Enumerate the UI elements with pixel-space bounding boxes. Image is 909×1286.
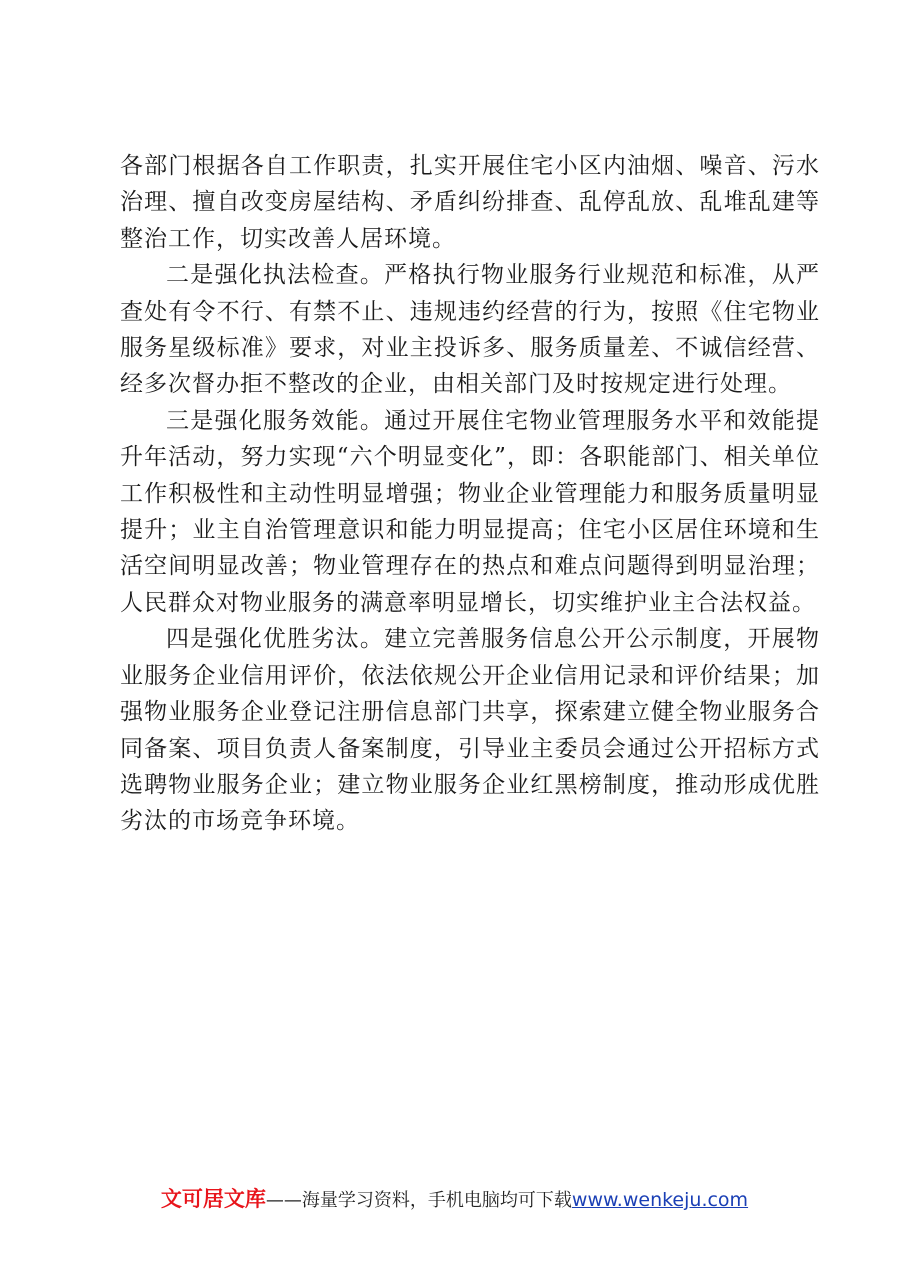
paragraph-survival-of-fittest: 四是强化优胜劣汰。建立完善服务信息公开公示制度，开展物业服务企业信用评价，依法依规公开企业信用记录和评价结果；加强物业服务企业登记注册信息部门共享，探索建立健全物业服务合同备案、项目负责人备案制度，引导业主委员会通过公开招标方式选聘物业服务企业；建立物业服务企业红黑榜制度，推动形成优胜劣汰的市场竞争环境。 (120, 626, 820, 835)
document-body (120, 148, 820, 840)
paragraph-continuation: 各部门根据各自工作职责，扎实开展住宅小区内油烟、噪音、污水治理、擅自改变房屋结构、矛盾纠纷排查、乱停乱放、乱堆乱建等整治工作，切实改善人居环境。 (120, 153, 820, 252)
footer-brand-name: 文可居文库 (160, 1187, 266, 1211)
paragraph-law-enforcement: 二是强化执法检查。严格执行物业服务行业规范和标准，从严查处有令不行、有禁不止、违规违约经营的行为，按照《住宅物业服务星级标准》要求，对业主投诉多、服务质量差、不诚信经营、经多次督办拒不整改的企业，由相关部门及时按规定进行处理。 (120, 262, 820, 398)
footer-tagline: ——海量学习资料，手机电脑均可下载 (265, 1190, 572, 1211)
paragraph-service-efficiency: 三是强化服务效能。通过开展住宅物业管理服务水平和效能提升年活动，努力实现“六个明显变化”，即：各职能部门、相关单位工作积极性和主动性明显增强；物业企业管理能力和服务质量明显提升；业主自治管理意识和能力明显提高；住宅小区居住环境和生活空间明显改善；物业管理存在的热点和难点问题得到明显治理；人民群众对物业服务的满意率明显增长，切实维护业主合法权益。 (120, 407, 820, 616)
footer-banner (0, 1183, 909, 1213)
footer-website-link[interactable]: www.wenkeju.com (571, 1189, 749, 1211)
